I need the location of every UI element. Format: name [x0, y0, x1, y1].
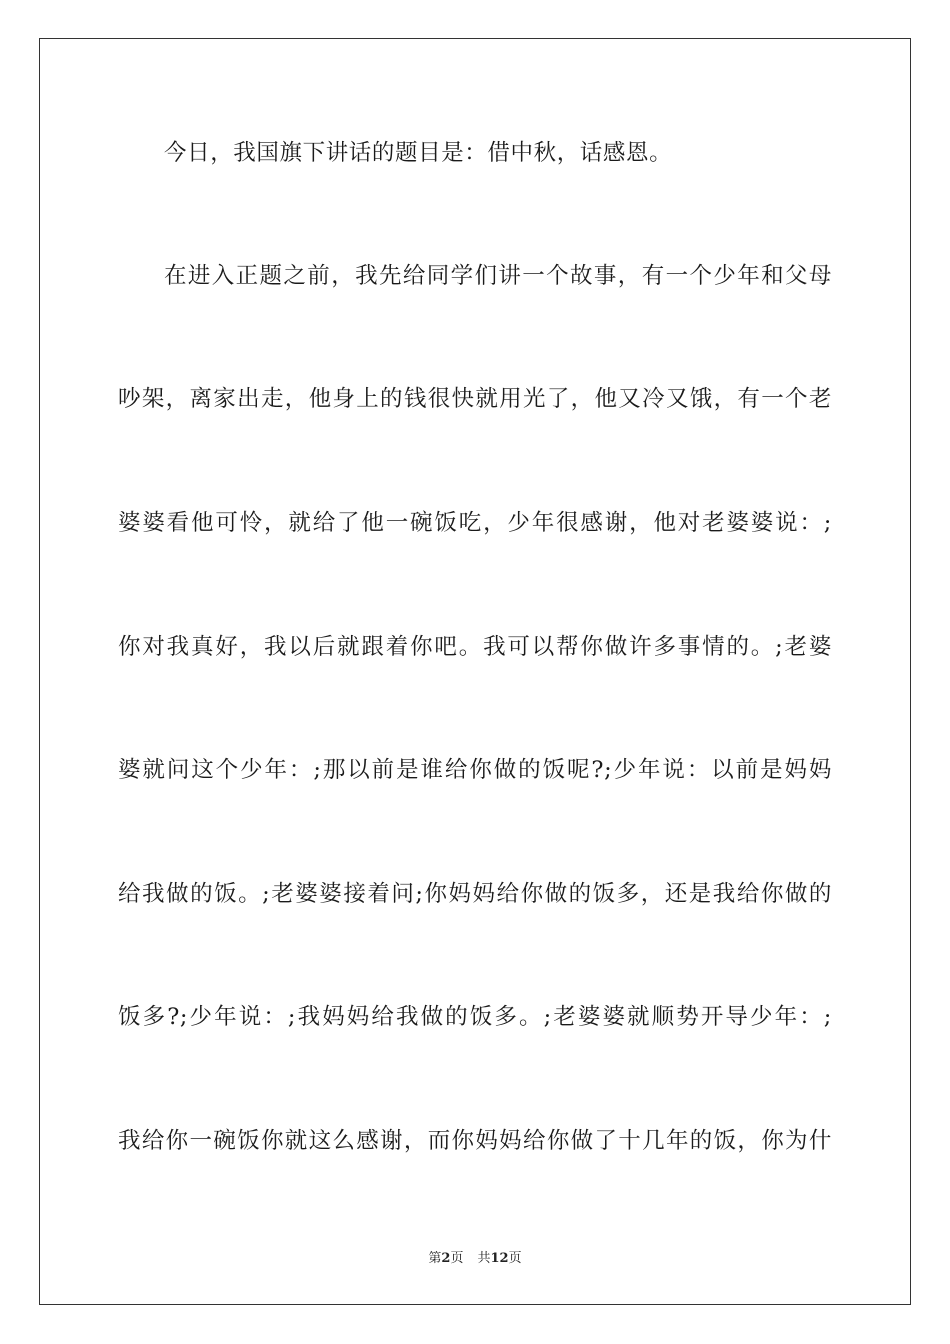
total-pages-prefix: 共 [477, 1251, 491, 1266]
paragraph-line-5: 你对我真好，我以后就跟着你吧。我可以帮你做许多事情的。;老婆 [118, 634, 832, 660]
paragraph-line-9: 我给你一碗饭你就这么感谢，而你妈妈给你做了十几年的饭，你为什 [118, 1128, 832, 1154]
paragraph-line-1: 今日，我国旗下讲话的题目是：借中秋，话感恩。 [164, 140, 673, 166]
page-border [39, 38, 911, 1305]
paragraph-line-4: 婆婆看他可怜，就给了他一碗饭吃，少年很感谢，他对老婆婆说：; [118, 510, 832, 536]
paragraph-line-2: 在进入正题之前，我先给同学们讲一个故事，有一个少年和父母 [164, 263, 832, 289]
total-page-count: 12 [490, 1251, 509, 1266]
total-pages-suffix: 页 [508, 1251, 522, 1266]
page-number-suffix: 页 [450, 1251, 464, 1266]
current-page-number: 2 [441, 1251, 451, 1266]
page-footer [0, 1247, 950, 1266]
paragraph-line-6: 婆就问这个少年：;那以前是谁给你做的饭呢?;少年说：以前是妈妈 [118, 757, 832, 783]
paragraph-line-8: 饭多?;少年说：;我妈妈给我做的饭多。;老婆婆就顺势开导少年：; [118, 1004, 832, 1030]
paragraph-line-7: 给我做的饭。;老婆婆接着问;你妈妈给你做的饭多，还是我给你做的 [118, 881, 832, 907]
page-number-prefix: 第 [428, 1251, 442, 1266]
paragraph-line-3: 吵架，离家出走，他身上的钱很快就用光了，他又冷又饿，有一个老 [118, 386, 832, 412]
